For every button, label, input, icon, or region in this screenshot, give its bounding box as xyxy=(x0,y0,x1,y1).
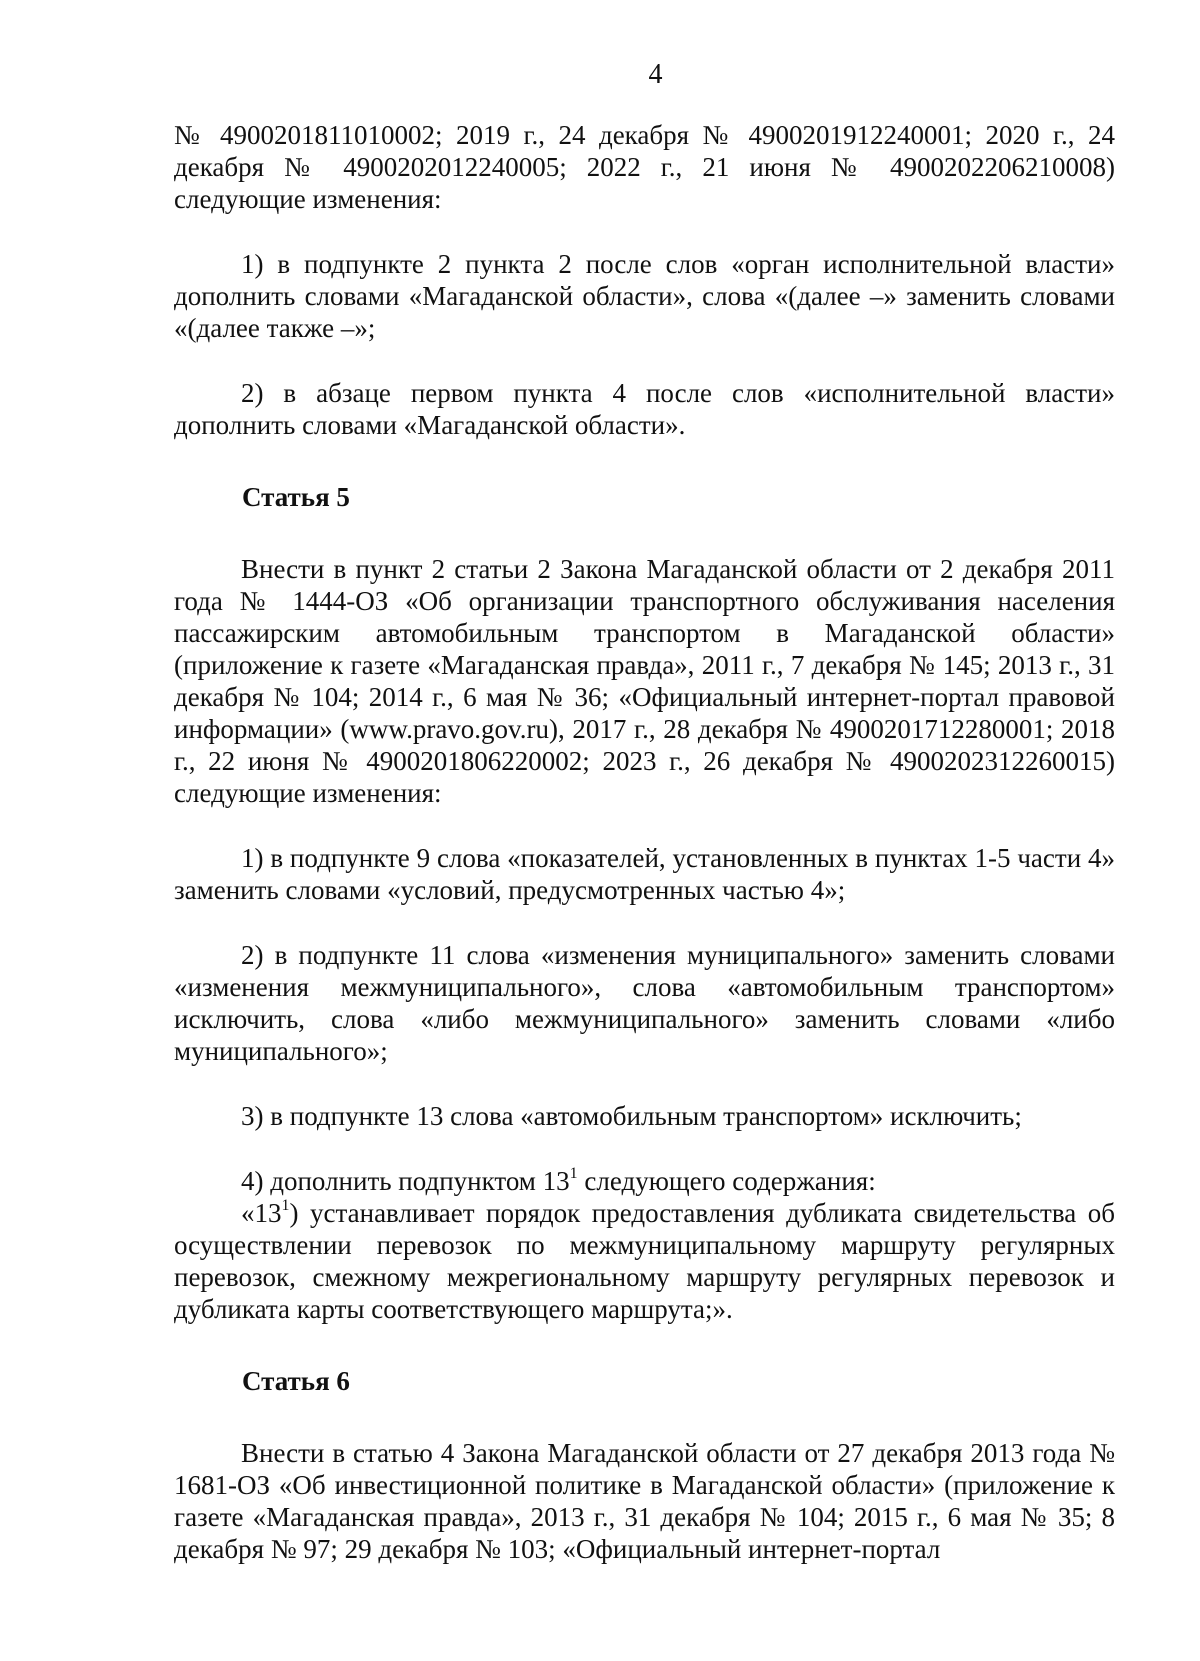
article5-item-1: 1) в подпункте 9 слова «показателей, установленных в пунктах 1-5 части 4» заменить словами «условий, предусмотренных частью 4»; xyxy=(174,843,1115,905)
paragraph-spacing xyxy=(174,1132,1115,1165)
article6-intro: Внести в статью 4 Закона Магаданской области от 27 декабря 2013 года № 1681-ОЗ «Об инвестиционной политике в Магаданской области» (приложение к газете «Магаданская правда», 2013 г., 31 декабря № 104; 2015 г., 6 мая № 35; 8 декабря № 97; 29 декабря № 103; «Официальный интернет-портал xyxy=(174,1438,1115,1564)
quoted-subpoint-prefix: «13 xyxy=(241,1198,282,1228)
continuation-paragraph: № 4900201811010002; 2019 г., 24 декабря № 4900201912240001; 2020 г., 24 декабря № 4900202012240005; 2022 г., 21 июня № 4900202206210008) следующие изменения: xyxy=(174,120,1115,214)
article5-item-3: 3) в подпункте 13 слова «автомобильным транспортом» исключить; xyxy=(241,1101,1022,1131)
article5-quoted-subpoint xyxy=(174,1197,1115,1325)
document-body xyxy=(174,119,1115,1565)
article5-item-2: 2) в подпункте 11 слова «изменения муниципального» заменить словами «изменения межмуниципального», слова «автомобильным транспортом» исключить, слова «либо межмуниципального» заменить словами «либо муниципального»; xyxy=(174,940,1115,1066)
paragraph-spacing xyxy=(174,1067,1115,1100)
article4-item-1: 1) в подпункте 2 пункта 2 после слов «орган исполнительной власти» дополнить словами «Магаданской области», слова «(далее –» заменить словами «(далее также –»; xyxy=(174,249,1115,343)
paragraph-spacing xyxy=(174,344,1115,377)
paragraph-spacing xyxy=(174,809,1115,842)
paragraph-spacing xyxy=(174,441,1115,481)
quoted-subpoint-text: ) устанавливает порядок предоставления дубликата свидетельства об осуществлении перевозок по межмуниципальному маршруту регулярных перевозок, смежному межрегиональному маршруту регулярных перевозок и дубликата карты соответствующего маршрута;». xyxy=(174,1198,1115,1324)
paragraph-spacing xyxy=(174,513,1115,553)
paragraph-spacing xyxy=(174,1325,1115,1365)
paragraph-spacing xyxy=(174,1397,1115,1437)
quoted-subpoint-superscript: 1 xyxy=(281,1197,290,1214)
article5-item-4-suffix: следующего содержания: xyxy=(577,1166,876,1196)
article5-item-4 xyxy=(174,1165,1115,1197)
page-number: 4 xyxy=(648,59,663,90)
paragraph-spacing xyxy=(174,215,1115,248)
article4-item-2: 2) в абзаце первом пункта 4 после слов «исполнительной власти» дополнить словами «Магаданской области». xyxy=(174,378,1115,440)
article5-intro: Внести в пункт 2 статьи 2 Закона Магаданской области от 2 декабря 2011 года № 1444-ОЗ «Об организации транспортного обслуживания населения пассажирским автомобильным транспортом в Магаданской области» (приложение к газете «Магаданская правда», 2011 г., 7 декабря № 145; 2013 г., 31 декабря № 104; 2014 г., 6 мая № 36; «Официальный интернет-портал правовой информации» (www.pravo.gov.ru), 2017 г., 28 декабря № 4900201712280001; 2018 г., 22 июня № 4900201806220002; 2023 г., 26 декабря № 4900202312260015) следующие изменения: xyxy=(174,554,1115,808)
article5-heading: Статья 5 xyxy=(242,482,350,512)
article5-item-4-superscript: 1 xyxy=(569,1165,578,1182)
article6-heading: Статья 6 xyxy=(242,1366,350,1396)
article5-item-4-prefix: 4) дополнить подпунктом 13 xyxy=(241,1166,570,1196)
paragraph-spacing xyxy=(174,906,1115,939)
